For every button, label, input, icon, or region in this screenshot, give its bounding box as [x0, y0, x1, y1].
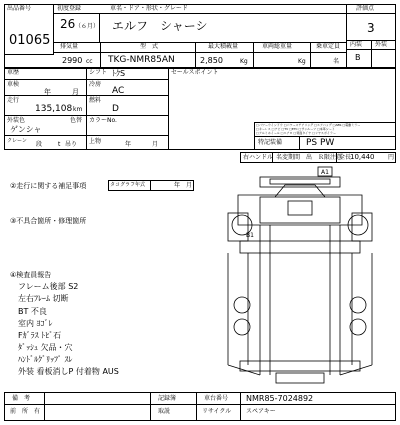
fuel-label: 燃料: [89, 97, 102, 104]
unit-kg-2: Kg: [298, 58, 306, 65]
model-code-value: TKG-NMR85AN: [108, 55, 175, 65]
exterior-label: 外装: [375, 41, 388, 48]
aircon-label: 冷房: [89, 81, 102, 88]
prev-owner-label: 前 所 有: [10, 408, 41, 415]
inspection-label: 車検: [7, 81, 20, 88]
chassis-value: NMR85-7024892: [246, 394, 314, 403]
spec-line-1: [4, 68, 168, 80]
chassis-label: 車台番号: [204, 395, 229, 402]
shift-value: ﾄｸS: [112, 69, 126, 78]
inspector-line: フレーム後部 S2: [18, 282, 79, 291]
lot-bottom: [4, 54, 54, 55]
spare-key-label: スペアキー: [246, 408, 276, 415]
inspector-line: 外装 看板消しP 付着物 AUS: [18, 367, 119, 376]
inspection-year-unit: 年: [44, 88, 51, 96]
spec-row-top: [54, 42, 346, 43]
inspection-month-unit: 月: [72, 88, 79, 96]
color-no-label: カラーNo.: [89, 117, 117, 124]
marker-a1: A1: [321, 169, 329, 176]
spec-line-2: [4, 80, 168, 96]
score-label: 評価点: [356, 5, 375, 12]
loaded-month: 月: [152, 141, 159, 148]
unit-kg: Kg: [240, 58, 248, 65]
repaint-label: 色替: [70, 117, 83, 124]
model-code-label: 型 式: [140, 43, 159, 50]
tachograph-month: 月: [186, 182, 193, 189]
interior-label: 内装: [350, 41, 363, 48]
equipment-line-2: □キーレス □ナビ □TV □ETC □サンルーフ □本革シート: [256, 127, 335, 131]
ext-color-value: ゲンシャ: [10, 125, 42, 134]
owner-period-label: 名変期間: [276, 154, 301, 161]
footer-div-3: [196, 392, 197, 421]
special-value: PS PW: [306, 138, 335, 148]
inspector-line: Fｶﾞﾗｽ ﾄﾋﾞ石: [18, 331, 62, 340]
tachograph-year: 年: [174, 182, 181, 189]
div-4: [310, 42, 311, 68]
lot-label: 出品番号: [7, 5, 32, 12]
remarks-label: 備 考: [12, 395, 31, 402]
unit-km: km: [73, 106, 83, 113]
special-label: 特記装備: [258, 139, 283, 146]
length-label: 全長: [339, 154, 352, 161]
supplement-label: ②走行に関する補足事項: [10, 182, 87, 190]
inspector-label: ④検査員報告: [10, 271, 52, 279]
div-1: [100, 42, 101, 68]
max-load-value: 2,850: [200, 56, 223, 65]
length-unit: 円: [388, 154, 395, 161]
spec-line-3: [4, 96, 168, 116]
mileage-value: 135,108: [35, 104, 73, 114]
outbound-label: 出 Ｒ限注意: [306, 154, 343, 161]
mileage-label: 走行: [7, 97, 20, 104]
div-3: [253, 42, 254, 68]
manual-label: 取説: [158, 408, 171, 415]
marker-b1: B1: [246, 232, 254, 239]
int-ext-divider: [371, 40, 372, 68]
spec-row-mid: [54, 52, 346, 53]
truck-diagram: [220, 165, 380, 390]
equipment-line-3: □アルミホイール □エアロ □背面タイヤ □リヤスポイラー: [256, 131, 336, 135]
handle-label: 右ハンドル: [243, 154, 274, 161]
inspector-line: 室内 ﾖｺﾞﾚ: [18, 319, 53, 328]
reg-month: （６月）: [75, 23, 100, 30]
shift-label: シフト: [89, 69, 108, 76]
footer-div-2: [150, 392, 151, 421]
displacement-value: 2990: [62, 56, 83, 65]
length-value: 10,440: [350, 153, 375, 161]
unit-person: 名: [333, 58, 340, 65]
recycle-label: リサイクル: [202, 408, 232, 415]
capacity-label: 乗車定員: [316, 43, 341, 50]
unit-cc: cc: [86, 58, 93, 65]
footer-frame: [4, 392, 396, 421]
crane-label: クレーン: [7, 138, 27, 144]
lot-number: 01065: [9, 33, 51, 48]
crane-ton: t: [58, 141, 61, 148]
interior-grade: B: [355, 53, 361, 62]
spec-right-divider: [168, 68, 169, 150]
footer-div-4: [240, 392, 241, 421]
max-load-label: 最大積載量: [208, 43, 239, 50]
reg-year: 26: [60, 17, 76, 31]
fuel-value: D: [112, 104, 119, 114]
model-grade-label: 車名・ドア・形状・グレード: [110, 5, 188, 12]
header-row1-line: [54, 4, 346, 14]
inspector-line: ﾀﾞｯｼｭ 欠品・穴: [18, 343, 73, 352]
defects-label: ③不具合箇所・修理箇所: [10, 217, 87, 225]
year-reg-label: 初度登録: [57, 5, 82, 12]
aircon-value: AC: [112, 86, 125, 96]
displacement-label: 排気量: [60, 43, 79, 50]
gross-weight-label: 車両総重量: [262, 43, 293, 50]
div-2: [195, 42, 196, 68]
history-label: 車歴: [7, 69, 20, 76]
ext-color-label: 外装色: [7, 117, 26, 124]
tachograph-label: タコグラフ年式: [110, 182, 146, 188]
score-value: 3: [367, 21, 375, 35]
crane-hoist: 吊り: [65, 141, 78, 148]
car-name: エルフ シャーシ: [112, 19, 208, 33]
inspector-line: ﾊﾝﾄﾞﾙｸﾞﾘｯﾌﾟ ｽﾚ: [18, 355, 73, 364]
equipment-line-1: □パワーウインドウ □パワーステアリング □エアバッグ □ABS □電動ミラー: [256, 123, 361, 127]
crane-step: 段: [36, 141, 43, 148]
loaded-label: 上物: [89, 138, 102, 145]
loaded-year: 年: [125, 141, 132, 148]
record-label: 記録簿: [158, 395, 177, 402]
footer-div-1: [44, 392, 45, 421]
footer-mid: [4, 404, 396, 405]
sales-point-label: セールスポイント: [171, 69, 219, 76]
inspector-line: 左右ﾌﾚｰﾑ 切断: [18, 294, 69, 303]
tachograph-divider: [150, 180, 151, 191]
inspector-line: BT 不良: [18, 307, 47, 316]
